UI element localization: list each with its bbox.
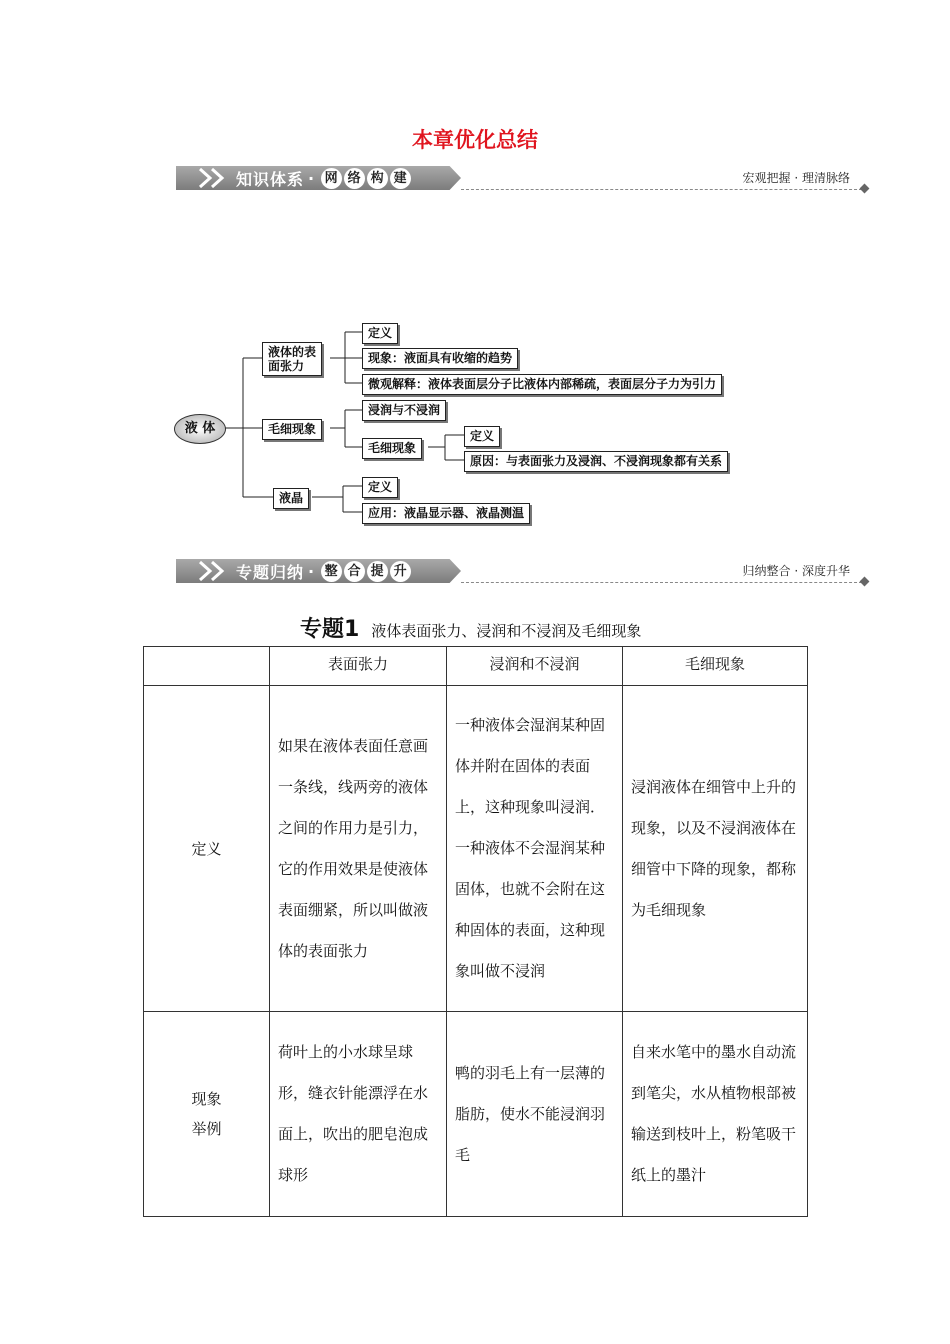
- node-capillary-sub: 毛细现象: [362, 438, 422, 459]
- table-cell: 荷叶上的小水球呈球形，缝衣针能漂浮在水面上，吹出的肥皂泡成球形: [270, 1012, 447, 1217]
- table-header-cell: [144, 647, 270, 686]
- node-capillary: 毛细现象: [262, 419, 322, 440]
- node-surface-tension: 液体的表 面张力: [262, 342, 322, 376]
- node-crystal-application: 应用：液晶显示器、液晶测温: [362, 503, 530, 524]
- node-surface-micro: 微观解释：液体表面层分子比液体内部稀疏，表面层分子力为引力: [362, 374, 722, 395]
- table-cell: 鸭的羽毛上有一层薄的脂肪，使水不能浸润羽毛: [447, 1012, 623, 1217]
- node-liquid-crystal: 液晶: [273, 488, 309, 509]
- node-capillary-definition: 定义: [464, 426, 500, 447]
- table-header-cell: 表面张力: [270, 647, 447, 686]
- page-title: 本章优化总结: [412, 128, 538, 152]
- node-wetting: 浸润与不浸润: [362, 400, 446, 421]
- table-cell: 浸润液体在细管中上升的现象，以及不浸润液体在细管中下降的现象，都称为毛细现象: [623, 686, 808, 1012]
- double-chevron-icon: [196, 559, 234, 583]
- table-cell: 自来水笔中的墨水自动流到笔尖，水从植物根部被输送到枝叶上，粉笔吸干纸上的墨汁: [623, 1012, 808, 1217]
- banner-title: 专题归纳 · 整 合 提 升: [236, 560, 411, 583]
- node-surface-definition: 定义: [362, 323, 398, 344]
- table-cell: 如果在液体表面任意画一条线，线两旁的液体之间的作用力是引力，它的作用效果是使液体表面绷紧，所以叫做液体的表面张力: [270, 686, 447, 1012]
- comparison-table: [143, 646, 808, 1217]
- diamond-icon: [860, 577, 870, 587]
- banner-divider: [461, 582, 862, 583]
- section-banner-topics: [176, 557, 868, 587]
- table-cell: 一种液体会湿润某种固体并附在固体的表面上，这种现象叫浸润．一种液体不会湿润某种固体，也就不会附在这种固体的表面，这种现象叫做不浸润: [447, 686, 623, 1012]
- banner-subtitle: 归纳整合 · 深度升华: [742, 564, 850, 578]
- node-capillary-cause: 原因：与表面张力及浸润、不浸润现象都有关系: [464, 451, 728, 472]
- table-header-cell: 浸润和不浸润: [447, 647, 623, 686]
- table-row: [144, 1012, 808, 1217]
- table-row: [144, 686, 808, 1012]
- banner-title: 知识体系 · 网 络 构 建: [236, 167, 411, 190]
- table-header-cell: 毛细现象: [623, 647, 808, 686]
- row-label: 现象 举例: [144, 1012, 270, 1217]
- banner-subtitle: 宏观把握 · 理清脉络: [742, 171, 850, 185]
- row-label: 定义: [144, 686, 270, 1012]
- topic-label: 专题1: [300, 617, 360, 642]
- table-header-row: [144, 647, 808, 686]
- node-surface-phenomenon: 现象：液面具有收缩的趋势: [362, 348, 518, 369]
- mind-map-root: 液 体: [174, 414, 226, 444]
- topic-heading: [300, 612, 641, 643]
- mind-map: [0, 0, 950, 540]
- topic-text: 液体表面张力、浸润和不浸润及毛细现象: [371, 622, 642, 640]
- node-crystal-definition: 定义: [362, 477, 398, 498]
